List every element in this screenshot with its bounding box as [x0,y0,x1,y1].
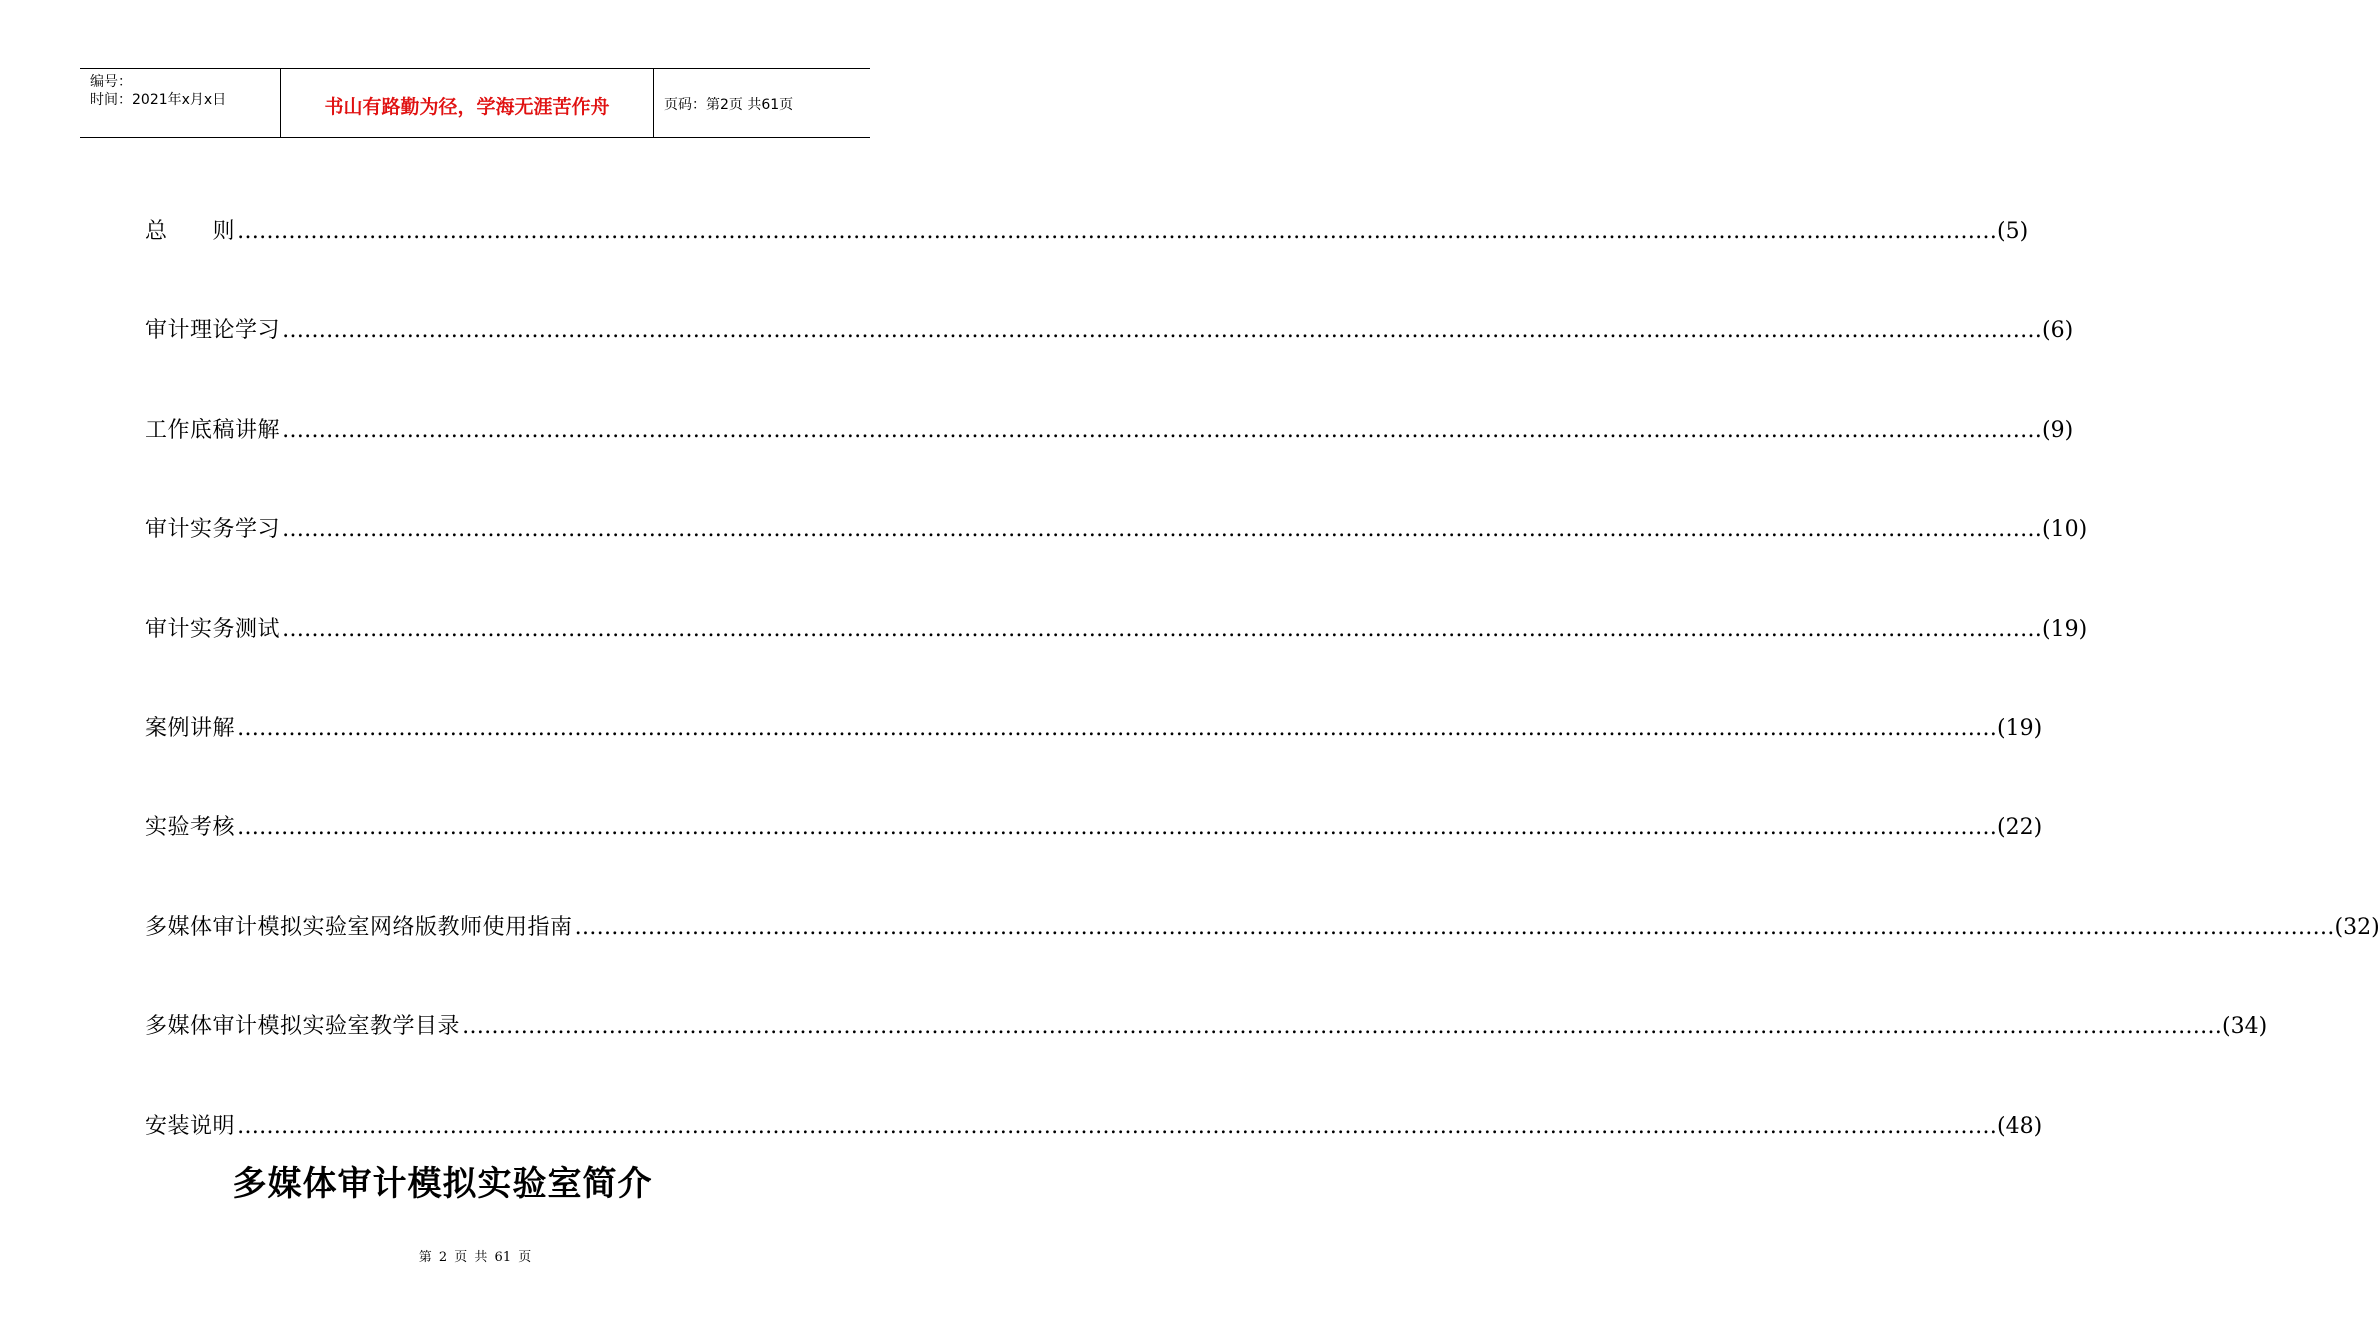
toc-entry[interactable] [145,510,2088,609]
toc-entry[interactable] [145,610,2088,709]
toc-entry-page: (19) [1997,715,2043,741]
toc-entry-title: 审计理论学习 [145,318,281,344]
toc-entry-page: (5) [1997,219,2029,244]
toc-entry-page: (32) [2334,914,2380,940]
toc-entry[interactable] [145,411,2074,510]
section-title: 多媒体审计模拟实验室简介 [232,1164,653,1204]
toc-entry-page: (48) [1997,1113,2043,1139]
toc-entry-title: 审计实务学习 [145,517,281,543]
toc-entry-title: 多媒体审计模拟实验室网络版教师使用指南 [145,914,573,940]
toc-leader-dots: …………………………………………………………………………………………………………………………………………………………………………………………………………………… [282,616,2043,642]
header-left-cell [80,69,281,137]
toc-entry[interactable] [145,808,2043,907]
table-of-contents [145,212,2380,1206]
toc-leader-dots: …………………………………………………………………………………………………………………………………………………………………………………………………………………… [282,318,2043,344]
page-footer: 第 2 页 共 61 页 [418,1250,532,1265]
page-header [80,68,870,138]
toc-entry-page: (6) [2042,318,2074,344]
toc-leader-dots: …………………………………………………………………………………………………………………………………………………………………………………………………………………… [282,417,2043,443]
toc-entry-page: (10) [2042,517,2088,543]
toc-leader-dots: …………………………………………………………………………………………………………………………………………………………………………………………………………………… [237,715,1998,741]
toc-entry[interactable] [145,709,2043,808]
toc-entry[interactable] [145,311,2074,410]
toc-entry-title: 工作底稿讲解 [145,417,281,443]
header-page-info: 页码：第2页 共61页 [664,97,794,113]
toc-entry-page: (22) [1997,815,2043,841]
toc-entry-title: 审计实务测试 [145,616,281,642]
document-number-label: 编号： [90,74,132,90]
toc-entry[interactable] [145,908,2380,1007]
toc-leader-dots: …………………………………………………………………………………………………………………………………………………………………………………………………………………… [237,815,1998,841]
toc-leader-dots: …………………………………………………………………………………………………………………………………………………………………………………………………………………… [237,1113,1998,1139]
toc-entry-title: 多媒体审计模拟实验室教学目录 [145,1014,461,1040]
toc-leader-dots: …………………………………………………………………………………………………………………………………………………………………………………………………………………… [237,219,1998,244]
toc-entry-page: (9) [2042,417,2074,443]
toc-entry-title: 总 则 [145,219,236,244]
toc-entry-page: (34) [2222,1014,2268,1040]
toc-entry[interactable] [145,212,2029,311]
toc-entry-title: 实验考核 [145,815,236,841]
toc-leader-dots: …………………………………………………………………………………………………………………………………………………………………………………………………………………… [462,1014,2223,1040]
toc-leader-dots: …………………………………………………………………………………………………………………………………………………………………………………………………………………… [282,517,2043,543]
toc-leader-dots: …………………………………………………………………………………………………………………………………………………………………………………………………………………… [574,914,2335,940]
toc-entry[interactable] [145,1007,2268,1106]
toc-entry-page: (19) [2042,616,2088,642]
toc-entry-title: 案例讲解 [145,715,236,741]
toc-entry-title: 安装说明 [145,1113,236,1139]
document-time-label: 时间：2021年x月x日 [90,92,227,108]
header-motto: 书山有路勤为径，学海无涯苦作舟 [281,69,654,137]
